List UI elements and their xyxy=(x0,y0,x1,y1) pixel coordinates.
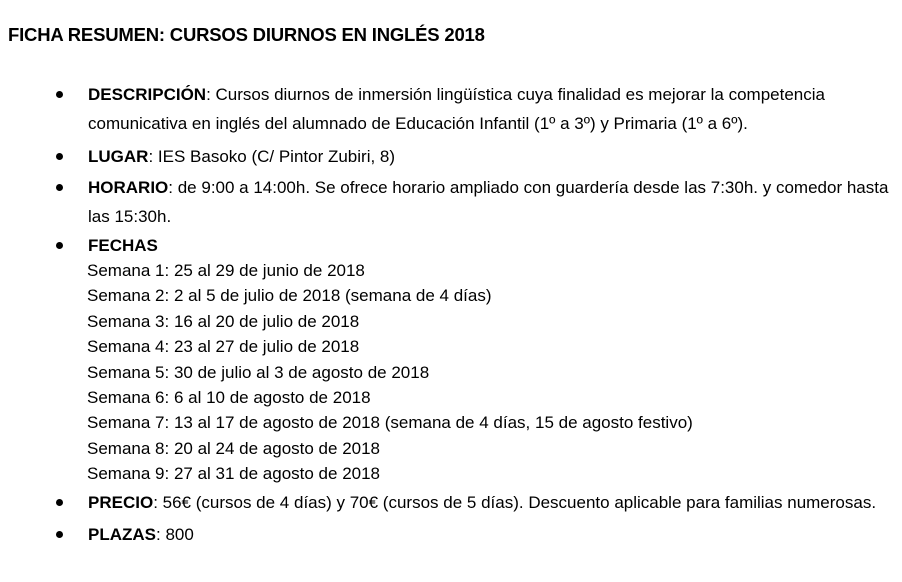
list-item-precio xyxy=(0,488,902,517)
list-item-fechas xyxy=(0,233,902,487)
precio-label: PRECIO xyxy=(88,492,154,512)
lugar-label: LUGAR xyxy=(88,147,149,166)
bullet-icon xyxy=(56,531,63,538)
week-item: Semana 7: 13 al 17 de agosto de 2018 (semana de 4 días, 15 de agosto festivo) xyxy=(87,413,693,433)
plazas-label: PLAZAS xyxy=(88,524,156,544)
horario-text: : de 9:00 a 14:00h. Se ofrece horario ampliado con guardería desde las 7:30h. y comedor hasta las 15:30h. xyxy=(88,178,889,226)
list-item-descripcion xyxy=(0,80,902,138)
bullet-icon xyxy=(56,91,63,98)
week-item: Semana 8: 20 al 24 de agosto de 2018 xyxy=(87,438,381,458)
week-list xyxy=(87,258,898,487)
bullet-icon xyxy=(56,242,63,249)
list-item-horario xyxy=(0,173,902,231)
descripcion-label: DESCRIPCIÓN xyxy=(88,85,207,104)
week-item: Semana 2: 2 al 5 de julio de 2018 (semana de 4 días) xyxy=(87,286,492,306)
week-item: Semana 3: 16 al 20 de julio de 2018 xyxy=(87,311,360,331)
plazas-text: : 800 xyxy=(156,524,194,544)
week-item: Semana 6: 6 al 10 de agosto de 2018 xyxy=(87,388,371,408)
week-item: Semana 1: 25 al 29 de junio de 2018 xyxy=(87,261,365,280)
bullet-icon xyxy=(56,499,63,506)
bullet-icon xyxy=(56,184,63,191)
bullet-icon xyxy=(56,153,63,160)
descripcion-text: : Cursos diurnos de inmersión lingüística cuya finalidad es mejorar la competencia comunicativa en inglés del alumnado de Educación Infantil (1º a 3º) y Primaria (1º a 6º). xyxy=(88,85,825,133)
info-list xyxy=(0,80,902,549)
list-item-lugar xyxy=(0,142,902,171)
fechas-label: FECHAS xyxy=(88,236,158,255)
week-item: Semana 9: 27 al 31 de agosto de 2018 xyxy=(87,464,381,484)
list-item-plazas xyxy=(0,520,902,549)
document-title: FICHA RESUMEN: CURSOS DIURNOS EN INGLÉS 2018 xyxy=(8,24,485,45)
week-item: Semana 4: 23 al 27 de julio de 2018 xyxy=(87,337,360,357)
lugar-text: : IES Basoko (C/ Pintor Zubiri, 8) xyxy=(148,147,396,166)
week-item: Semana 5: 30 de julio al 3 de agosto de 2018 xyxy=(87,362,430,382)
horario-label: HORARIO xyxy=(88,178,169,197)
precio-text: : 56€ (cursos de 4 días) y 70€ (cursos de 5 días). Descuento aplicable para familias numerosas. xyxy=(153,492,877,512)
